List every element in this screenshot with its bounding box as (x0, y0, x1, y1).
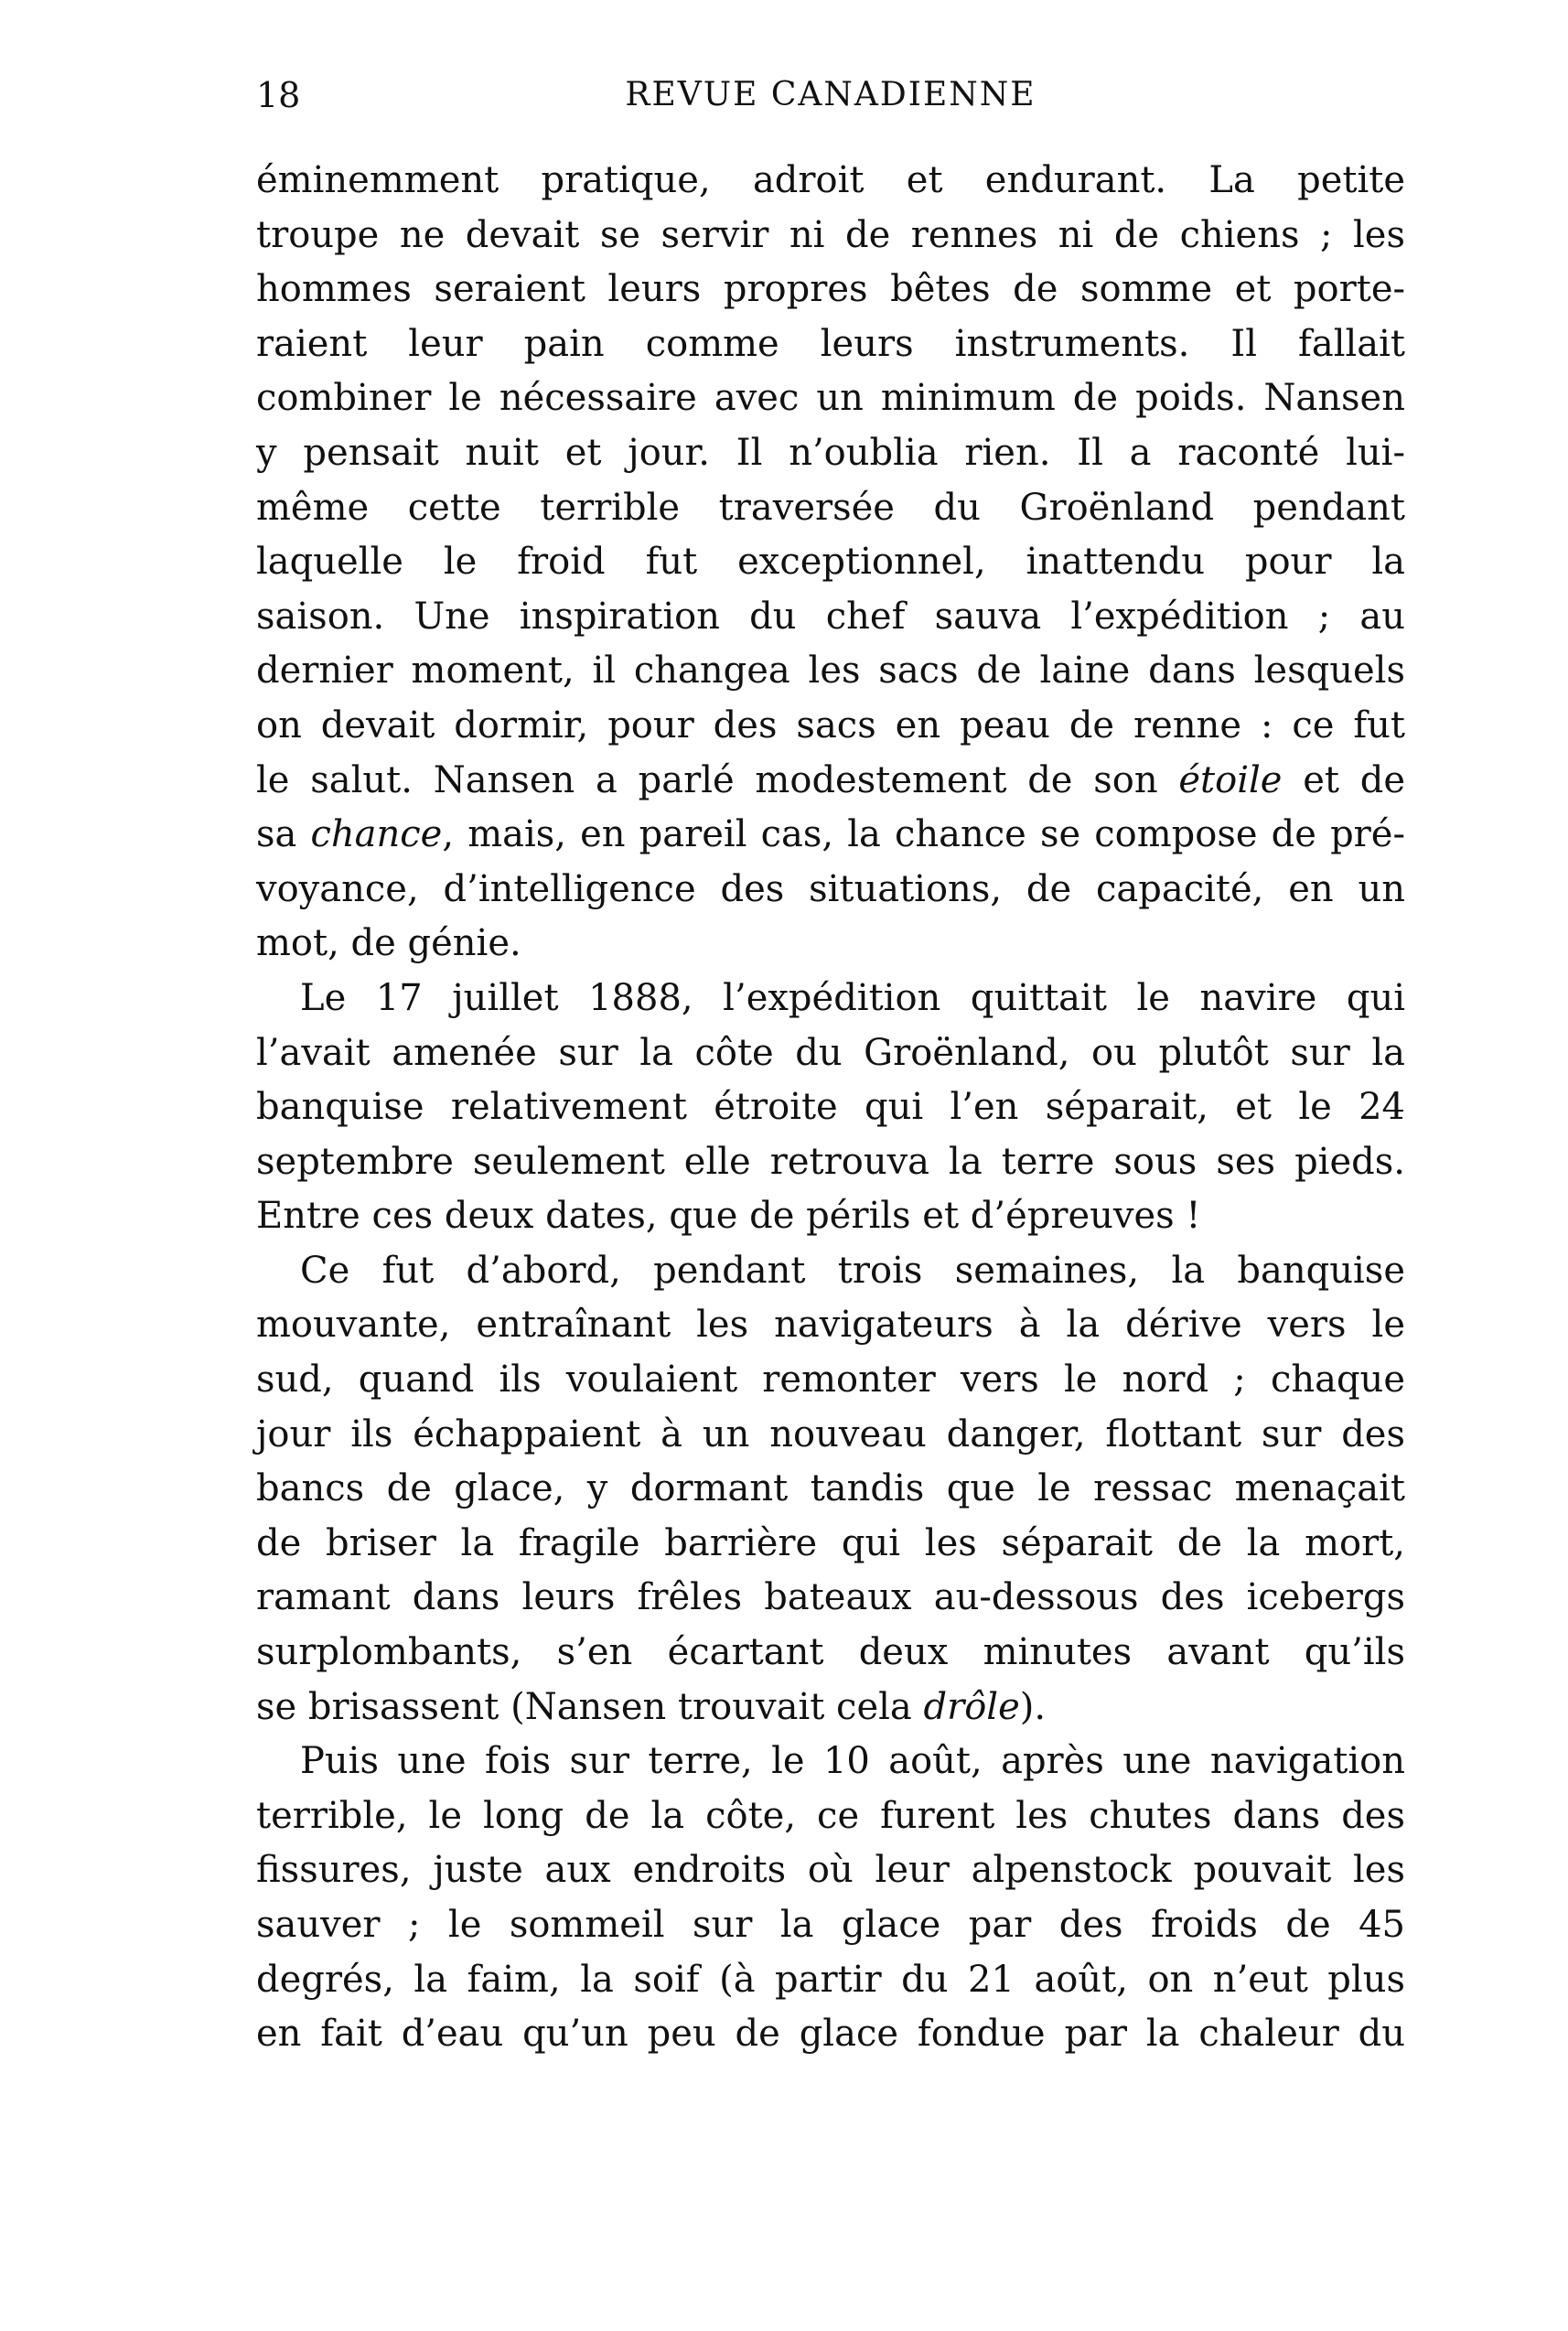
text-line: en fait d’eau qu’un peu de glace fondue par la chaleur du (256, 2013, 1405, 2056)
text-line: Entre ces deux dates, que de périls et d’épreuves ! (256, 1195, 1201, 1238)
text-line: voyance, d’intelligence des situations, de capacité, en un (256, 867, 1405, 910)
paragraph (256, 154, 1405, 972)
text-line: Ce fut d’abord, pendant trois semaines, la banquise (300, 1249, 1405, 1292)
text-line: on devait dormir, pour des sacs en peau de renne : ce fut (256, 704, 1405, 747)
text-line: l’avait amenée sur la côte du Groënland, ou plutôt sur la (256, 1031, 1405, 1074)
text-line: laquelle le froid fut exceptionnel, inattendu pour la (256, 541, 1405, 584)
body-text (256, 154, 1405, 2062)
text-line: même cette terrible traversée du Groënland pendant (256, 486, 1405, 529)
text-line: degrés, la faim, la soif (à partir du 21 août, on n’eut plus (256, 1958, 1405, 2001)
text-line: bancs de glace, y dormant tandis que le ressac menaçait (256, 1467, 1405, 1510)
paragraph (256, 972, 1405, 1244)
text-line: jour ils échappaient à un nouveau danger, flottant sur des (256, 1413, 1405, 1456)
running-head: REVUE CANADIENNE (625, 76, 1036, 113)
text-line: sa chance, mais, en pareil cas, la chance se compose de pré- (256, 813, 1405, 856)
paragraph (256, 1735, 1405, 2062)
text-line: se brisassent (Nansen trouvait cela drôle). (256, 1685, 1047, 1728)
text-line: fissures, juste aux endroits où leur alpenstock pouvait les (256, 1849, 1405, 1892)
text-line: combiner le nécessaire avec un minimum de poids. Nansen (256, 377, 1405, 420)
text-line: sauver ; le sommeil sur la glace par des froids de 45 (256, 1904, 1405, 1946)
text-line: mot, de génie. (256, 922, 521, 965)
text-line: surplombants, s’en écartant deux minutes avant qu’ils (256, 1631, 1405, 1674)
text-line: éminemment pratique, adroit et endurant. La petite (256, 159, 1405, 201)
text-line: troupe ne devait se servir ni de rennes ni de chiens ; les (256, 213, 1405, 256)
text-line: Le 17 juillet 1888, l’expédition quittait le navire qui (300, 976, 1405, 1019)
page-number: 18 (256, 75, 301, 115)
text-line: septembre seulement elle retrouva la terre sous ses pieds. (256, 1140, 1405, 1183)
text-line: mouvante, entraînant les navigateurs à la dérive vers le (256, 1304, 1405, 1347)
text-line: le salut. Nansen a parlé modestement de son étoile et de (256, 758, 1405, 801)
text-line: terrible, le long de la côte, ce furent les chutes dans des (256, 1794, 1405, 1837)
text-line: y pensait nuit et jour. Il n’oublia rien. Il a raconté lui- (256, 431, 1405, 474)
text-line: banquise relativement étroite qui l’en séparait, et le 24 (256, 1086, 1405, 1129)
text-line: sud, quand ils voulaient remonter vers le nord ; chaque (256, 1359, 1405, 1402)
text-line: raient leur pain comme leurs instruments. Il fallait (256, 322, 1405, 365)
paragraph (256, 1244, 1405, 1735)
text-line: de briser la fragile barrière qui les séparait de la mort, (256, 1521, 1405, 1564)
text-line: dernier moment, il changea les sacs de laine dans lesquels (256, 650, 1405, 693)
text-line: Puis une fois sur terre, le 10 août, après une navigation (300, 1740, 1405, 1783)
text-line: saison. Une inspiration du chef sauva l’expédition ; au (256, 595, 1405, 638)
text-line: ramant dans leurs frêles bateaux au-dessous des icebergs (256, 1576, 1405, 1619)
page-header (256, 68, 1405, 123)
text-line: hommes seraient leurs propres bêtes de somme et porte- (256, 268, 1405, 311)
